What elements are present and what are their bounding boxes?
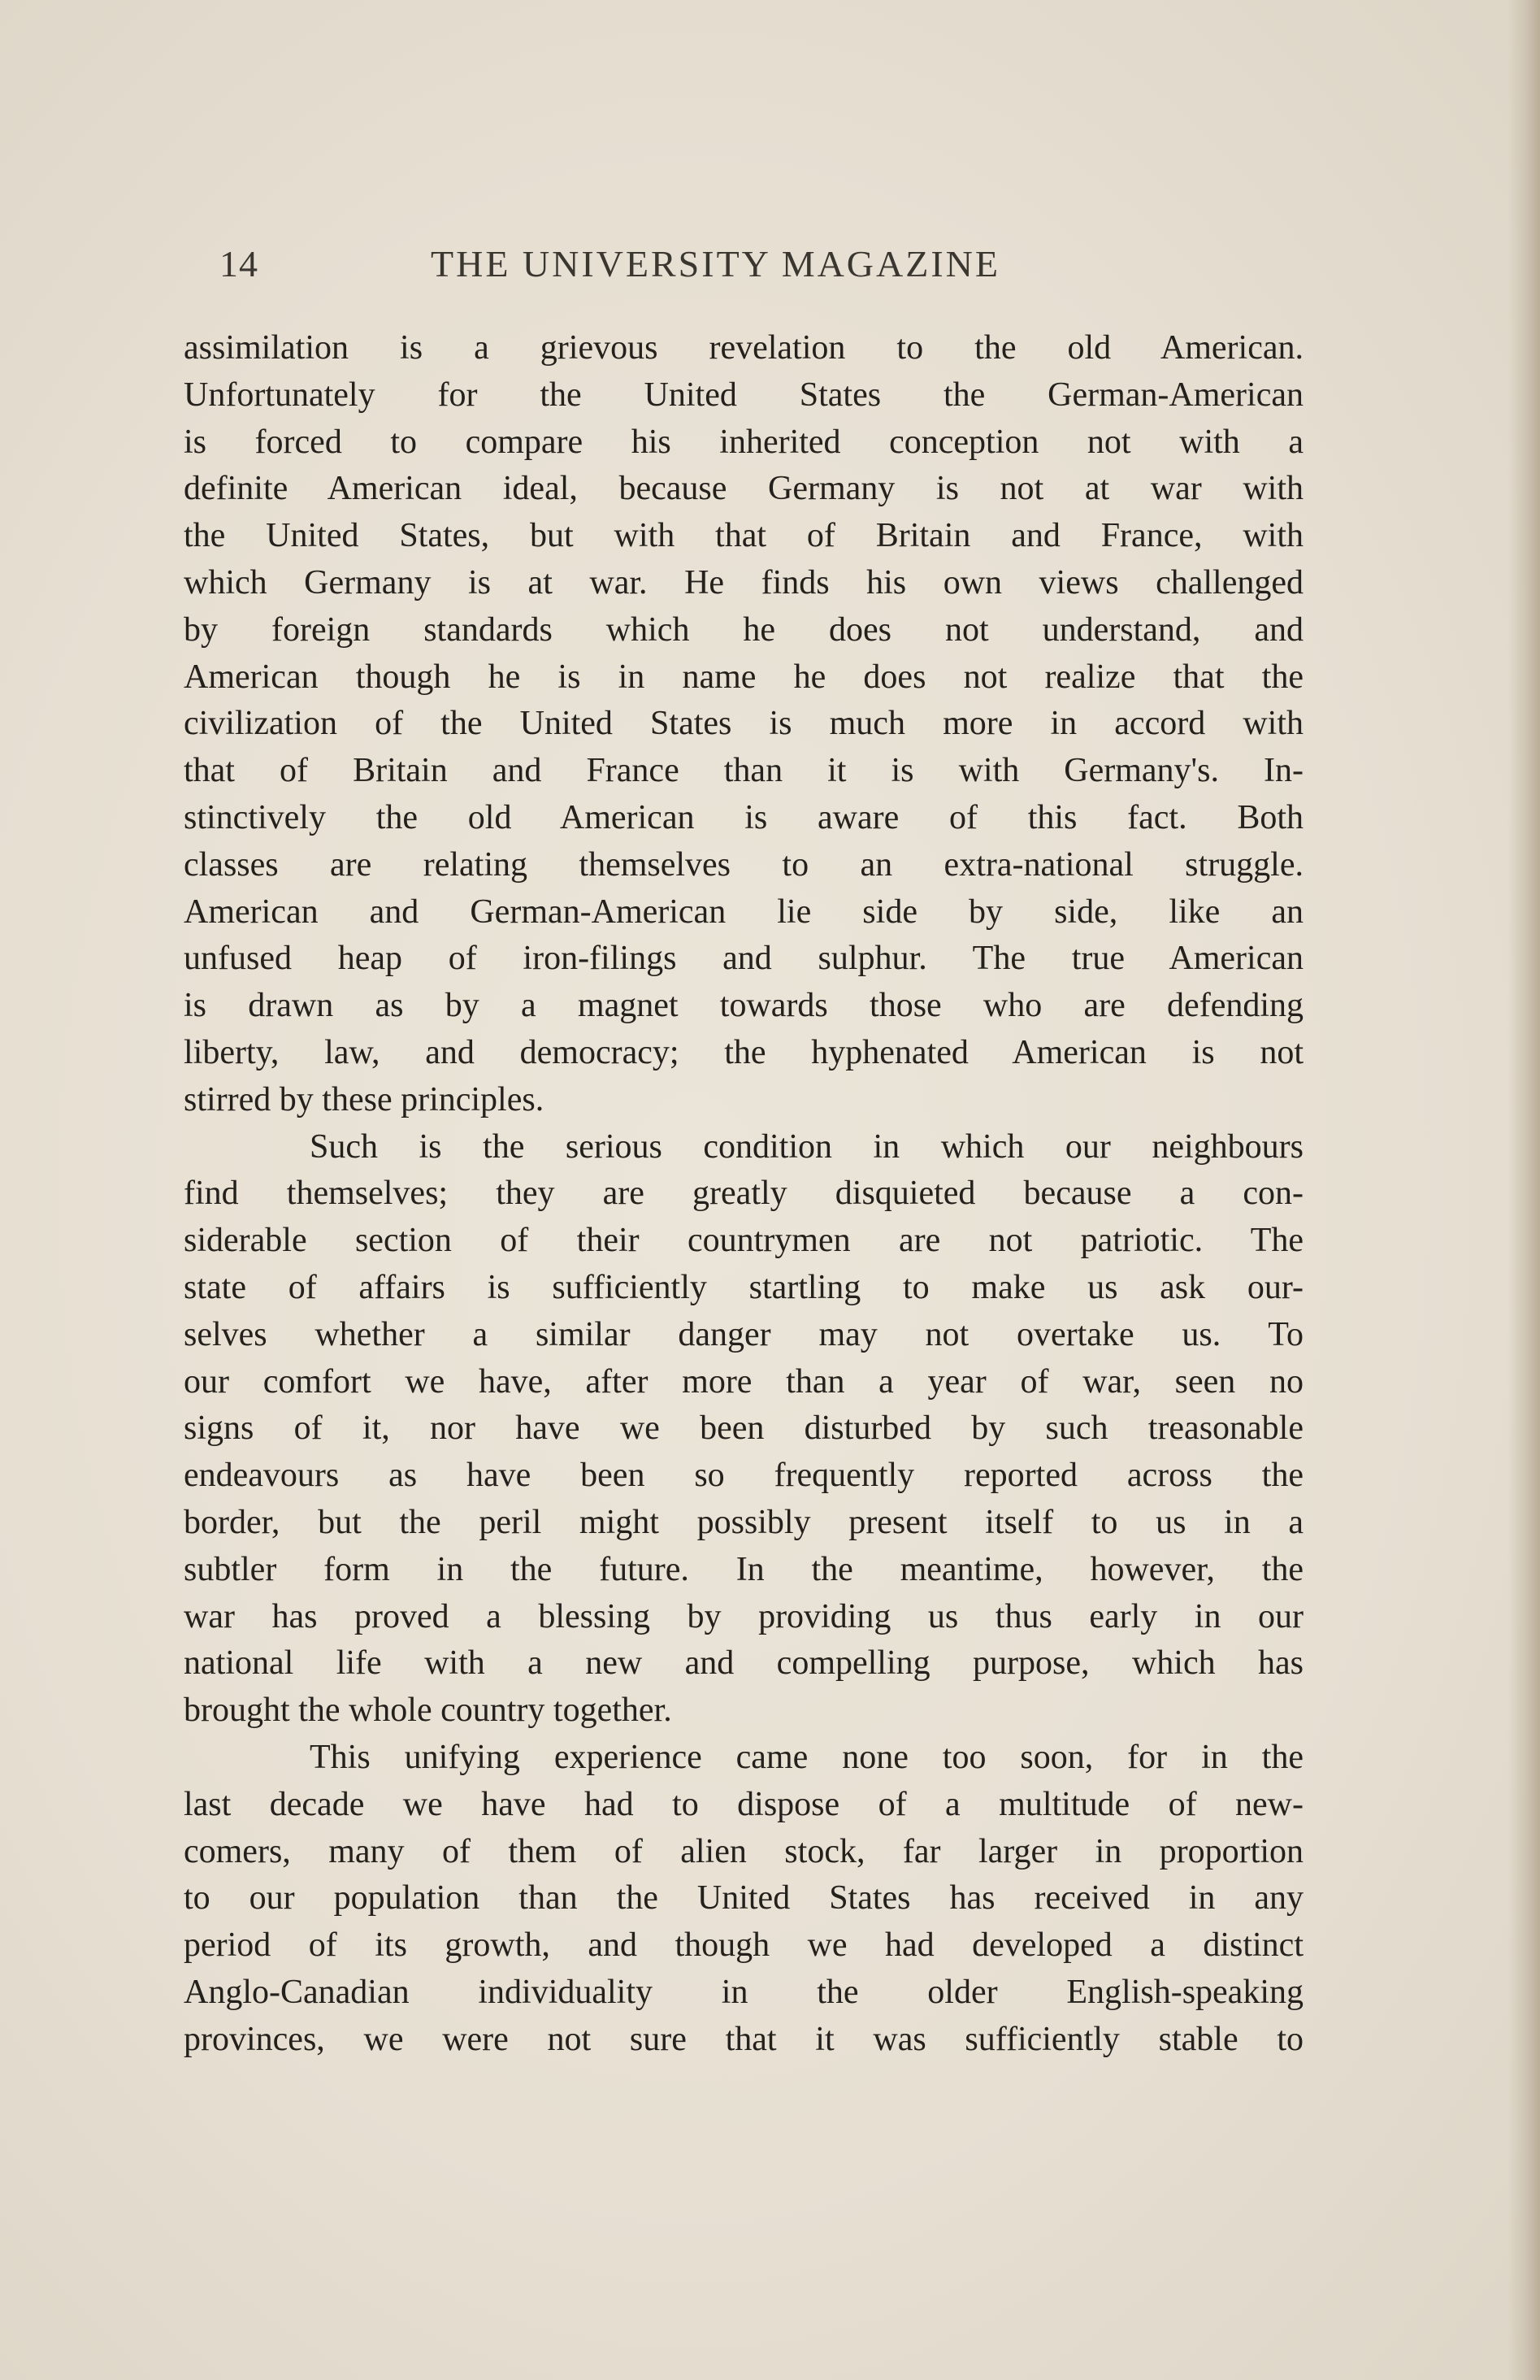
text-line: classes are relating themselves to an extra-national struggle. — [184, 845, 1304, 884]
text-line: American though he is in name he does not realize that the — [184, 658, 1304, 696]
text-line: liberty, law, and democracy; the hyphenated American is not — [184, 1033, 1304, 1071]
text-line: unfused heap of iron-filings and sulphur. The true American — [184, 940, 1304, 978]
text-line: selves whether a similar danger may not overtake us. To — [184, 1315, 1304, 1353]
paragraph-end-line: stirred by these principles. — [184, 1080, 544, 1118]
text-line: state of affairs is sufficiently startling to make us ask our- — [184, 1268, 1304, 1306]
text-line: which Germany is at war. He finds his own views challenged — [184, 563, 1304, 602]
paragraph-start-line: This unifying experience came none too soon, for in the — [310, 1738, 1304, 1776]
text-line: comers, many of them of alien stock, far larger in proportion — [184, 1832, 1304, 1870]
text-line: assimilation is a grievous revelation to the old American. — [184, 329, 1304, 367]
text-line: Unfortunately for the United States the German-American — [184, 376, 1304, 414]
text-line: subtler form in the future. In the meantime, however, the — [184, 1550, 1304, 1588]
text-line: is forced to compare his inherited conception not with a — [184, 423, 1304, 461]
text-line: by foreign standards which he does not understand, and — [184, 610, 1304, 649]
text-line: American and German-American lie side by side, like an — [184, 892, 1304, 931]
page-header — [219, 242, 1073, 291]
text-line: stinctively the old American is aware of this fact. Both — [184, 798, 1304, 836]
text-line: war has proved a blessing by providing us thus early in our — [184, 1597, 1304, 1635]
text-line: that of Britain and France than it is with Germany's. In- — [184, 752, 1304, 790]
paragraph-end-line: brought the whole country together. — [184, 1692, 672, 1730]
text-line: Anglo-Canadian individuality in the older English-speaking — [184, 1973, 1304, 2011]
text-line: endeavours as have been so frequently reported across the — [184, 1457, 1304, 1495]
paragraph-start-line: Such is the serious condition in which our neighbours — [310, 1127, 1304, 1166]
page-number: 14 — [219, 243, 258, 284]
text-line: provinces, we were not sure that it was sufficiently stable to — [184, 2020, 1304, 2058]
text-line: national life with a new and compelling purpose, which has — [184, 1644, 1304, 1683]
running-title: THE UNIVERSITY MAGAZINE — [431, 243, 1000, 284]
text-line: definite American ideal, because Germany is not at war with — [184, 470, 1304, 508]
text-line: is drawn as by a magnet towards those who are defending — [184, 987, 1304, 1025]
text-line: last decade we have had to dispose of a multitude of new- — [184, 1785, 1304, 1823]
text-line: signs of it, nor have we been disturbed by such treasonable — [184, 1409, 1304, 1448]
body-text — [184, 325, 1304, 2081]
text-line: civilization of the United States is much more in accord with — [184, 705, 1304, 743]
text-line: period of its growth, and though we had developed a distinct — [184, 1926, 1304, 1965]
text-line: find themselves; they are greatly disquieted because a con- — [184, 1175, 1304, 1213]
text-line: the United States, but with that of Britain and France, with — [184, 517, 1304, 555]
text-line: border, but the peril might possibly present itself to us in a — [184, 1503, 1304, 1541]
text-line: to our population than the United States has received in any — [184, 1879, 1304, 1917]
text-line: our comfort we have, after more than a year of war, seen no — [184, 1362, 1304, 1401]
page-edge-shadow — [1507, 0, 1540, 2380]
text-line: siderable section of their countrymen are not patriotic. The — [184, 1222, 1304, 1260]
